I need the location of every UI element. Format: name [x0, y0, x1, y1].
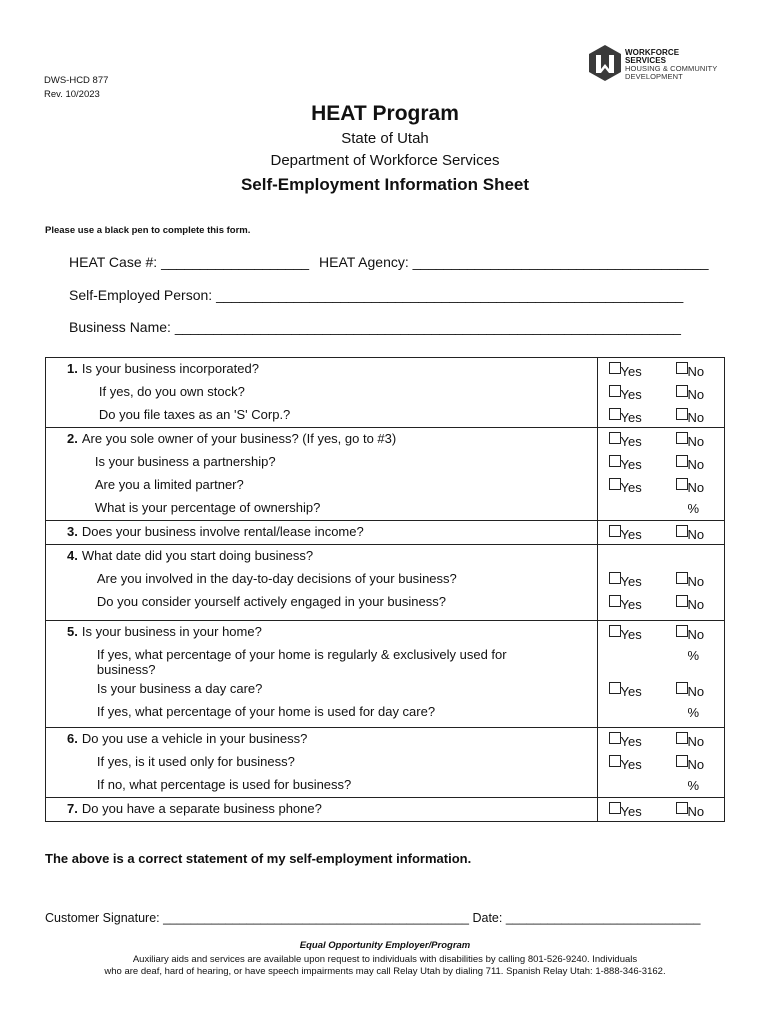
question-2-row	[46, 428, 725, 521]
answer-cell	[597, 358, 724, 428]
no-label: No	[687, 684, 705, 699]
no-label: No	[687, 734, 705, 749]
certification-statement: The above is a correct statement of my self-employment information.	[45, 851, 472, 866]
question-text: If yes, what percentage of your home is regularly & exclusively used for	[96, 647, 507, 662]
answer-line	[598, 381, 724, 404]
yes-label: Yes	[620, 364, 642, 379]
question-text: Are you sole owner of your business? (If yes, go to #3)	[81, 431, 397, 446]
question-line	[80, 381, 597, 404]
no-label: No	[687, 804, 705, 819]
yes-checkbox[interactable]	[609, 595, 621, 607]
no-checkbox[interactable]	[676, 478, 688, 490]
yes-label: Yes	[620, 627, 642, 642]
percent-field[interactable]: %	[687, 705, 700, 720]
state-name: State of Utah	[341, 130, 429, 147]
question-text: Are you a limited partner?	[94, 477, 244, 492]
logo-line-4: DEVELOPMENT	[625, 72, 683, 81]
yes-checkbox[interactable]	[609, 455, 621, 467]
logo-line-3: HOUSING & COMMUNITY	[625, 64, 718, 73]
question-text: Is your business a day care?	[96, 681, 263, 696]
question-line	[80, 701, 597, 724]
question-line	[80, 521, 597, 544]
yes-label: Yes	[620, 434, 642, 449]
question-text-continued: business?	[96, 662, 156, 677]
answer-cell	[597, 521, 724, 545]
question-line	[80, 751, 597, 774]
question-line	[80, 474, 597, 497]
percent-field[interactable]: %	[687, 501, 700, 516]
yes-label: Yes	[620, 457, 642, 472]
question-text: If yes, do you own stock?	[98, 384, 245, 399]
no-checkbox[interactable]	[676, 408, 688, 420]
question-line	[80, 728, 597, 751]
yes-label: Yes	[620, 387, 642, 402]
no-checkbox[interactable]	[676, 682, 688, 694]
question-text: If yes, is it used only for business?	[96, 754, 295, 769]
question-text-cell	[80, 621, 597, 728]
answer-line	[598, 678, 724, 701]
yes-checkbox[interactable]	[609, 385, 621, 397]
no-label: No	[687, 480, 705, 495]
no-checkbox[interactable]	[676, 362, 688, 374]
question-number-label: 7.	[67, 801, 78, 816]
answer-line	[598, 644, 724, 678]
question-number	[46, 798, 80, 822]
no-checkbox[interactable]	[676, 455, 688, 467]
question-line	[80, 678, 597, 701]
signature-date-line[interactable]: Customer Signature: ____________________________________________ Date: ____________________________	[45, 911, 701, 925]
question-number-label: 5.	[67, 624, 78, 639]
question-text: Is your business in your home?	[81, 624, 262, 639]
yes-label: Yes	[620, 574, 642, 589]
no-checkbox[interactable]	[676, 432, 688, 444]
question-text: Does your business involve rental/lease income?	[81, 524, 364, 539]
no-checkbox[interactable]	[676, 802, 688, 814]
question-text: Do you use a vehicle in your business?	[81, 731, 308, 746]
form-code: DWS-HCD 877	[44, 75, 109, 86]
question-1-row	[46, 358, 725, 428]
question-number-label: 6.	[67, 731, 78, 746]
question-number-label: 2.	[67, 431, 78, 446]
business-name-field[interactable]: Business Name: _________________________________________________________________	[69, 319, 681, 335]
question-text-cell	[80, 798, 597, 822]
answer-line	[598, 751, 724, 774]
heat-agency-field[interactable]: HEAT Agency: ______________________________________	[319, 254, 709, 270]
answer-cell	[597, 621, 724, 728]
yes-label: Yes	[620, 410, 642, 425]
question-text: Do you have a separate business phone?	[81, 801, 322, 816]
question-line	[80, 428, 597, 451]
percent-field[interactable]: %	[687, 648, 700, 663]
equal-opportunity-notice: Equal Opportunity Employer/Program	[299, 940, 471, 951]
no-checkbox[interactable]	[676, 525, 688, 537]
answer-line	[598, 545, 724, 568]
question-5-row	[46, 621, 725, 728]
question-number	[46, 521, 80, 545]
accessibility-notice-line-1: Auxiliary aids and services are available upon request to individuals with disabilities by calling 801-526-9240. Individuals	[132, 954, 638, 965]
question-line	[80, 591, 597, 614]
question-text: Is your business a partnership?	[94, 454, 276, 469]
logo-line-2: SERVICES	[625, 56, 667, 65]
question-text: Is your business incorporated?	[81, 361, 259, 376]
question-line	[80, 644, 597, 678]
question-4-row	[46, 545, 725, 621]
no-label: No	[687, 434, 705, 449]
no-label: No	[687, 574, 705, 589]
yes-checkbox[interactable]	[609, 682, 621, 694]
question-text-cell	[80, 358, 597, 428]
self-employed-person-field[interactable]: Self-Employed Person: ____________________________________________________________	[69, 287, 684, 303]
question-line	[80, 568, 597, 591]
no-label: No	[687, 757, 705, 772]
yes-label: Yes	[620, 480, 642, 495]
question-6-row	[46, 728, 725, 798]
answer-cell	[597, 428, 724, 521]
answer-line	[598, 358, 724, 381]
yes-checkbox[interactable]	[609, 408, 621, 420]
percent-field[interactable]: %	[687, 778, 700, 793]
question-line	[80, 358, 597, 381]
answer-cell	[597, 798, 724, 822]
workforce-services-logo	[588, 44, 728, 86]
answer-cell	[597, 545, 724, 621]
answer-line	[598, 621, 724, 644]
yes-label: Yes	[620, 734, 642, 749]
yes-checkbox[interactable]	[609, 802, 621, 814]
answer-line	[598, 451, 724, 474]
question-number-label: 3.	[67, 524, 78, 539]
department-name: Department of Workforce Services	[270, 152, 500, 169]
question-text: Do you consider yourself actively engaged in your business?	[96, 594, 446, 609]
no-label: No	[687, 597, 705, 612]
answer-line	[598, 798, 724, 821]
answer-line	[598, 701, 724, 724]
question-text: What date did you start doing business?	[81, 548, 314, 563]
answer-line	[598, 428, 724, 451]
question-text-cell	[80, 428, 597, 521]
yes-checkbox[interactable]	[609, 525, 621, 537]
page-title: HEAT Program	[311, 102, 459, 125]
heat-case-field[interactable]: HEAT Case #: ___________________	[69, 254, 310, 270]
no-checkbox[interactable]	[676, 755, 688, 767]
accessibility-notice-line-2: who are deaf, hard of hearing, or have speech impairments may call Relay Utah by dialing 711. Spanish Relay Utah: 1-888-346-3162.	[104, 966, 666, 977]
dws-logo-icon	[588, 44, 622, 82]
question-line	[80, 545, 597, 568]
question-line	[80, 621, 597, 644]
form-code-block	[44, 74, 108, 102]
question-text: If yes, what percentage of your home is used for day care?	[96, 704, 436, 719]
revision-date: Rev. 10/2023	[44, 89, 100, 100]
yes-checkbox[interactable]	[609, 432, 621, 444]
question-number	[46, 358, 80, 428]
question-text-cell	[80, 521, 597, 545]
yes-checkbox[interactable]	[609, 362, 621, 374]
question-number-label: 4.	[67, 548, 78, 563]
no-label: No	[687, 627, 705, 642]
question-number	[46, 728, 80, 798]
sheet-title: Self-Employment Information Sheet	[240, 175, 530, 194]
no-checkbox[interactable]	[676, 732, 688, 744]
question-line	[80, 497, 597, 520]
question-text: Are you involved in the day-to-day decisions of your business?	[96, 571, 457, 586]
yes-label: Yes	[620, 684, 642, 699]
answer-line	[598, 404, 724, 427]
answer-line	[598, 474, 724, 497]
answer-line	[598, 497, 724, 520]
no-checkbox[interactable]	[676, 625, 688, 637]
question-text-cell	[80, 728, 597, 798]
yes-checkbox[interactable]	[609, 755, 621, 767]
no-label: No	[687, 364, 705, 379]
question-line	[80, 404, 597, 427]
question-text: What is your percentage of ownership?	[94, 500, 321, 515]
answer-line	[598, 728, 724, 751]
yes-checkbox[interactable]	[609, 572, 621, 584]
question-number	[46, 428, 80, 521]
answer-line	[598, 521, 724, 544]
no-checkbox[interactable]	[676, 595, 688, 607]
question-text: Do you file taxes as an 'S' Corp.?	[98, 407, 291, 422]
answer-line	[598, 774, 724, 797]
no-label: No	[687, 410, 705, 425]
yes-label: Yes	[620, 757, 642, 772]
yes-label: Yes	[620, 804, 642, 819]
question-line	[80, 798, 597, 821]
question-number	[46, 545, 80, 621]
questions-table	[45, 357, 725, 822]
answer-line	[598, 591, 724, 614]
answer-line	[598, 568, 724, 591]
answer-cell	[597, 728, 724, 798]
question-text: If no, what percentage is used for business?	[96, 777, 352, 792]
question-7-row	[46, 798, 725, 822]
no-checkbox[interactable]	[676, 572, 688, 584]
question-line	[80, 774, 597, 797]
yes-checkbox[interactable]	[609, 478, 621, 490]
question-number	[46, 621, 80, 728]
yes-label: Yes	[620, 527, 642, 542]
instruction-text: Please use a black pen to complete this form.	[45, 225, 251, 236]
logo-line-1: WORKFORCE	[625, 48, 680, 57]
yes-checkbox[interactable]	[609, 732, 621, 744]
no-label: No	[687, 527, 705, 542]
question-text-cell	[80, 545, 597, 621]
yes-checkbox[interactable]	[609, 625, 621, 637]
yes-label: Yes	[620, 597, 642, 612]
no-label: No	[687, 457, 705, 472]
no-label: No	[687, 387, 705, 402]
no-checkbox[interactable]	[676, 385, 688, 397]
question-line	[80, 451, 597, 474]
question-3-row	[46, 521, 725, 545]
question-number-label: 1.	[67, 361, 78, 376]
